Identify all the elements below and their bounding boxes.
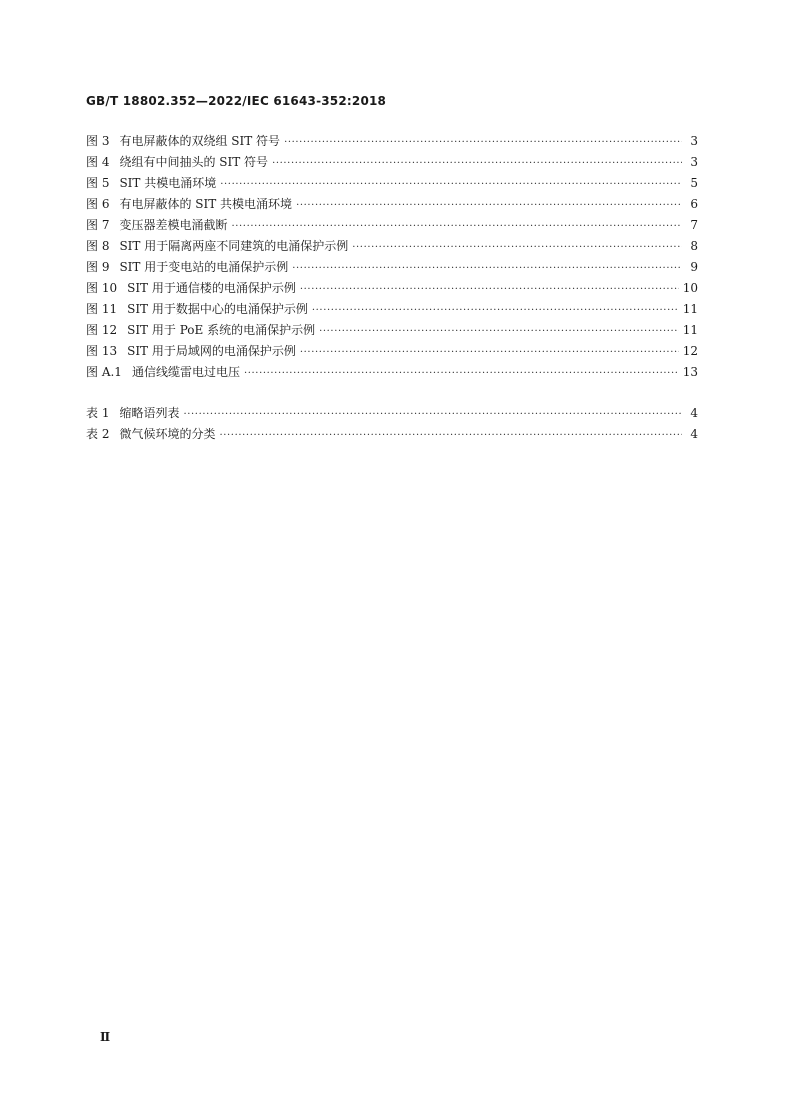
leader-dots — [296, 194, 682, 215]
leader-dots — [319, 320, 679, 341]
entry-title: SIT 用于数据中心的电涌保护示例 — [127, 302, 308, 316]
entry-title: SIT 用于隔离两座不同建筑的电涌保护示例 — [119, 239, 349, 253]
document-header — [86, 94, 386, 108]
entry-page: 9 — [690, 260, 698, 274]
toc-entry-figure[interactable] — [86, 299, 698, 320]
leader-dots — [219, 424, 682, 445]
entry-page: 11 — [682, 302, 698, 316]
entry-label: 图 12 — [86, 323, 118, 337]
entry-label: 表 2 — [86, 427, 110, 441]
entry-title: 通信线缆雷电过电压 — [131, 365, 240, 379]
entry-page: 10 — [682, 281, 698, 295]
leader-dots — [183, 403, 682, 424]
entry-page: 11 — [682, 323, 698, 337]
leader-dots — [292, 257, 682, 278]
table-list — [86, 403, 698, 445]
entry-title: 有电屏蔽体的 SIT 共模电涌环境 — [119, 197, 293, 211]
entry-page: 8 — [690, 239, 698, 253]
leader-dots — [352, 236, 682, 257]
entry-title: 变压器差模电涌截断 — [119, 218, 228, 232]
toc-entry-table[interactable] — [86, 424, 698, 445]
toc-entry-figure[interactable] — [86, 257, 698, 278]
entry-title: 微气候环境的分类 — [119, 427, 216, 441]
entry-label: 图 10 — [86, 281, 118, 295]
toc-entry-figure[interactable] — [86, 215, 698, 236]
entry-page: 3 — [690, 155, 698, 169]
leader-dots — [284, 131, 682, 152]
leader-dots — [272, 152, 682, 173]
entry-label: 图 11 — [86, 302, 118, 316]
leader-dots — [231, 215, 682, 236]
entry-label: 图 13 — [86, 344, 118, 358]
entry-page: 3 — [690, 134, 698, 148]
leader-dots — [300, 341, 679, 362]
entry-label: 图 5 — [86, 176, 110, 190]
entry-page: 4 — [690, 427, 698, 441]
toc-entry-figure[interactable] — [86, 152, 698, 173]
leader-dots — [244, 362, 679, 383]
toc-entry-figure[interactable] — [86, 341, 698, 362]
entry-title: SIT 共模电涌环境 — [119, 176, 217, 190]
toc-entry-figure[interactable] — [86, 362, 698, 383]
entry-page: 12 — [682, 344, 698, 358]
toc-entry-figure[interactable] — [86, 131, 698, 152]
entry-page: 13 — [682, 365, 698, 379]
entry-title: 缩略语列表 — [119, 406, 180, 420]
entry-label: 图 7 — [86, 218, 110, 232]
figure-list — [86, 131, 698, 383]
toc-entry-figure[interactable] — [86, 173, 698, 194]
entry-page: 6 — [690, 197, 698, 211]
entry-title: SIT 用于局域网的电涌保护示例 — [127, 344, 296, 358]
leader-dots — [300, 278, 679, 299]
entry-title: 绕组有中间抽头的 SIT 符号 — [119, 155, 269, 169]
toc-entry-figure[interactable] — [86, 194, 698, 215]
toc-entry-figure[interactable] — [86, 236, 698, 257]
entry-page: 5 — [690, 176, 698, 190]
entry-title: SIT 用于通信楼的电涌保护示例 — [127, 281, 296, 295]
standard-code: GB/T 18802.352—2022/IEC 61643-352:2018 — [86, 94, 387, 108]
entry-page: 4 — [690, 406, 698, 420]
entry-title: 有电屏蔽体的双绕组 SIT 符号 — [119, 134, 281, 148]
entry-label: 图 A.1 — [86, 365, 122, 379]
toc-entry-figure[interactable] — [86, 278, 698, 299]
entry-label: 图 3 — [86, 134, 110, 148]
entry-page: 7 — [690, 218, 698, 232]
toc-entry-table[interactable] — [86, 403, 698, 424]
entry-label: 图 4 — [86, 155, 110, 169]
entry-title: SIT 用于 PoE 系统的电涌保护示例 — [127, 323, 316, 337]
entry-label: 图 6 — [86, 197, 110, 211]
leader-dots — [312, 299, 679, 320]
entry-label: 图 8 — [86, 239, 110, 253]
leader-dots — [220, 173, 682, 194]
entry-label: 表 1 — [86, 406, 110, 420]
entry-label: 图 9 — [86, 260, 110, 274]
toc-entry-figure[interactable] — [86, 320, 698, 341]
entry-title: SIT 用于变电站的电涌保护示例 — [119, 260, 289, 274]
page-number: Ⅱ — [100, 1030, 111, 1044]
